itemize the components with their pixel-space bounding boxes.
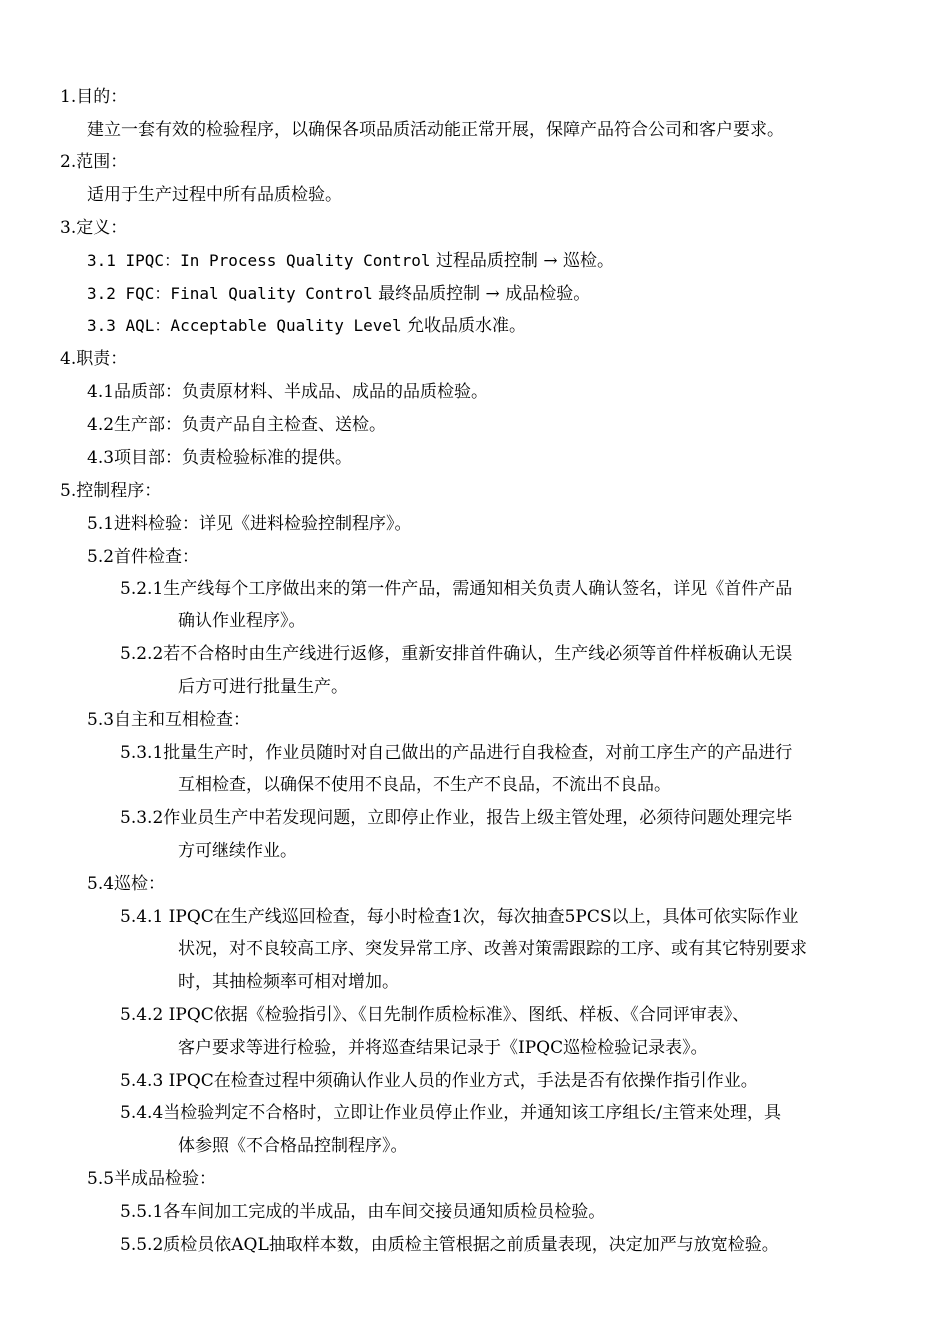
procedure-subitem-cont: 体参照《不合格品控制程序》。 bbox=[178, 1136, 408, 1156]
procedure-subitem: 5.4.2 IPQC依据《检验指引》、《日先制作质检标准》、图纸、样板、《合同评审表》、 bbox=[120, 1005, 750, 1025]
procedure-item: 5.1进料检验：详见《进料检验控制程序》。 bbox=[87, 514, 412, 534]
procedure-subitem-cont: 客户要求等进行检验，并将巡查结果记录于《IPQC巡检检验记录表》。 bbox=[178, 1038, 708, 1058]
section-heading-scope: 2.范围： bbox=[60, 152, 128, 172]
procedure-subitem: 5.5.1各车间加工完成的半成品，由车间交接员通知质检员检验。 bbox=[120, 1202, 606, 1222]
procedure-subitem: 5.4.1 IPQC在生产线巡回检查，每小时检查1次，每次抽查5PCS以上，具体可依实际作业 bbox=[120, 907, 799, 927]
procedure-item: 5.2首件检查： bbox=[87, 547, 200, 567]
procedure-subitem-cont: 确认作业程序》。 bbox=[178, 611, 306, 631]
section-heading-definitions: 3.定义： bbox=[60, 218, 128, 238]
procedure-subitem-cont: 后方可进行批量生产。 bbox=[178, 677, 348, 697]
procedure-subitem: 5.3.1批量生产时，作业员随时对自己做出的产品进行自我检查，对前工序生产的产品进行 bbox=[120, 743, 793, 763]
procedure-item: 5.5半成品检验： bbox=[87, 1169, 217, 1189]
procedure-subitem: 5.3.2作业员生产中若发现问题，立即停止作业，报告上级主管处理，必须待问题处理完毕 bbox=[120, 808, 793, 828]
procedure-subitem-cont: 方可继续作业。 bbox=[178, 841, 297, 861]
definition-aql bbox=[87, 315, 526, 337]
procedure-subitem: 5.4.3 IPQC在检查过程中须确认作业人员的作业方式，手法是否有依操作指引作业。 bbox=[120, 1071, 758, 1091]
definition-desc: 过程品质控制 → 巡检。 bbox=[435, 251, 614, 271]
definition-desc: 最终品质控制 → 成品检验。 bbox=[378, 284, 591, 304]
section-heading-control-procedure: 5.控制程序： bbox=[60, 481, 162, 501]
procedure-subitem: 5.5.2质检员依AQL抽取样本数，由质检主管根据之前质量表现，决定加严与放宽检验。 bbox=[120, 1235, 779, 1255]
procedure-subitem: 5.2.1生产线每个工序做出来的第一件产品，需通知相关负责人确认签名，详见《首件产品 bbox=[120, 579, 793, 599]
procedure-item: 5.4巡检： bbox=[87, 874, 166, 894]
definition-ipqc bbox=[87, 250, 614, 272]
section-body-scope: 适用于生产过程中所有品质检验。 bbox=[87, 185, 342, 205]
procedure-subitem-cont: 状况，对不良较高工序、突发异常工序、改善对策需跟踪的工序、或有其它特别要求 bbox=[178, 939, 807, 959]
procedure-subitem: 5.4.4当检验判定不合格时，立即让作业员停止作业，并通知该工序组长/主管来处理，具 bbox=[120, 1103, 781, 1123]
responsibility-item: 4.3项目部：负责检验标准的提供。 bbox=[87, 448, 353, 468]
responsibility-item: 4.2生产部：负责产品自主检查、送检。 bbox=[87, 415, 387, 435]
procedure-subitem-cont: 互相检查，以确保不使用不良品，不生产不良品，不流出不良品。 bbox=[178, 775, 671, 795]
procedure-item: 5.3自主和互相检查： bbox=[87, 710, 251, 730]
section-heading-purpose: 1.目的： bbox=[60, 87, 128, 107]
procedure-subitem-cont: 时，其抽检频率可相对增加。 bbox=[178, 972, 399, 992]
definition-desc: 允收品质水准。 bbox=[407, 316, 527, 336]
definition-term: 3.2 FQC：Final Quality Control bbox=[87, 284, 373, 303]
section-body-purpose: 建立一套有效的检验程序，以确保各项品质活动能正常开展，保障产品符合公司和客户要求。 bbox=[87, 120, 784, 140]
responsibility-item: 4.1品质部：负责原材料、半成品、成品的品质检验。 bbox=[87, 382, 489, 402]
section-heading-responsibilities: 4.职责： bbox=[60, 349, 128, 369]
definition-term: 3.3 AQL：Acceptable Quality Level bbox=[87, 316, 402, 335]
procedure-subitem: 5.2.2若不合格时由生产线进行返修，重新安排首件确认，生产线必须等首件样板确认无误 bbox=[120, 644, 793, 664]
definition-term: 3.1 IPQC：In Process Quality Control bbox=[87, 251, 431, 270]
definition-fqc bbox=[87, 283, 590, 305]
